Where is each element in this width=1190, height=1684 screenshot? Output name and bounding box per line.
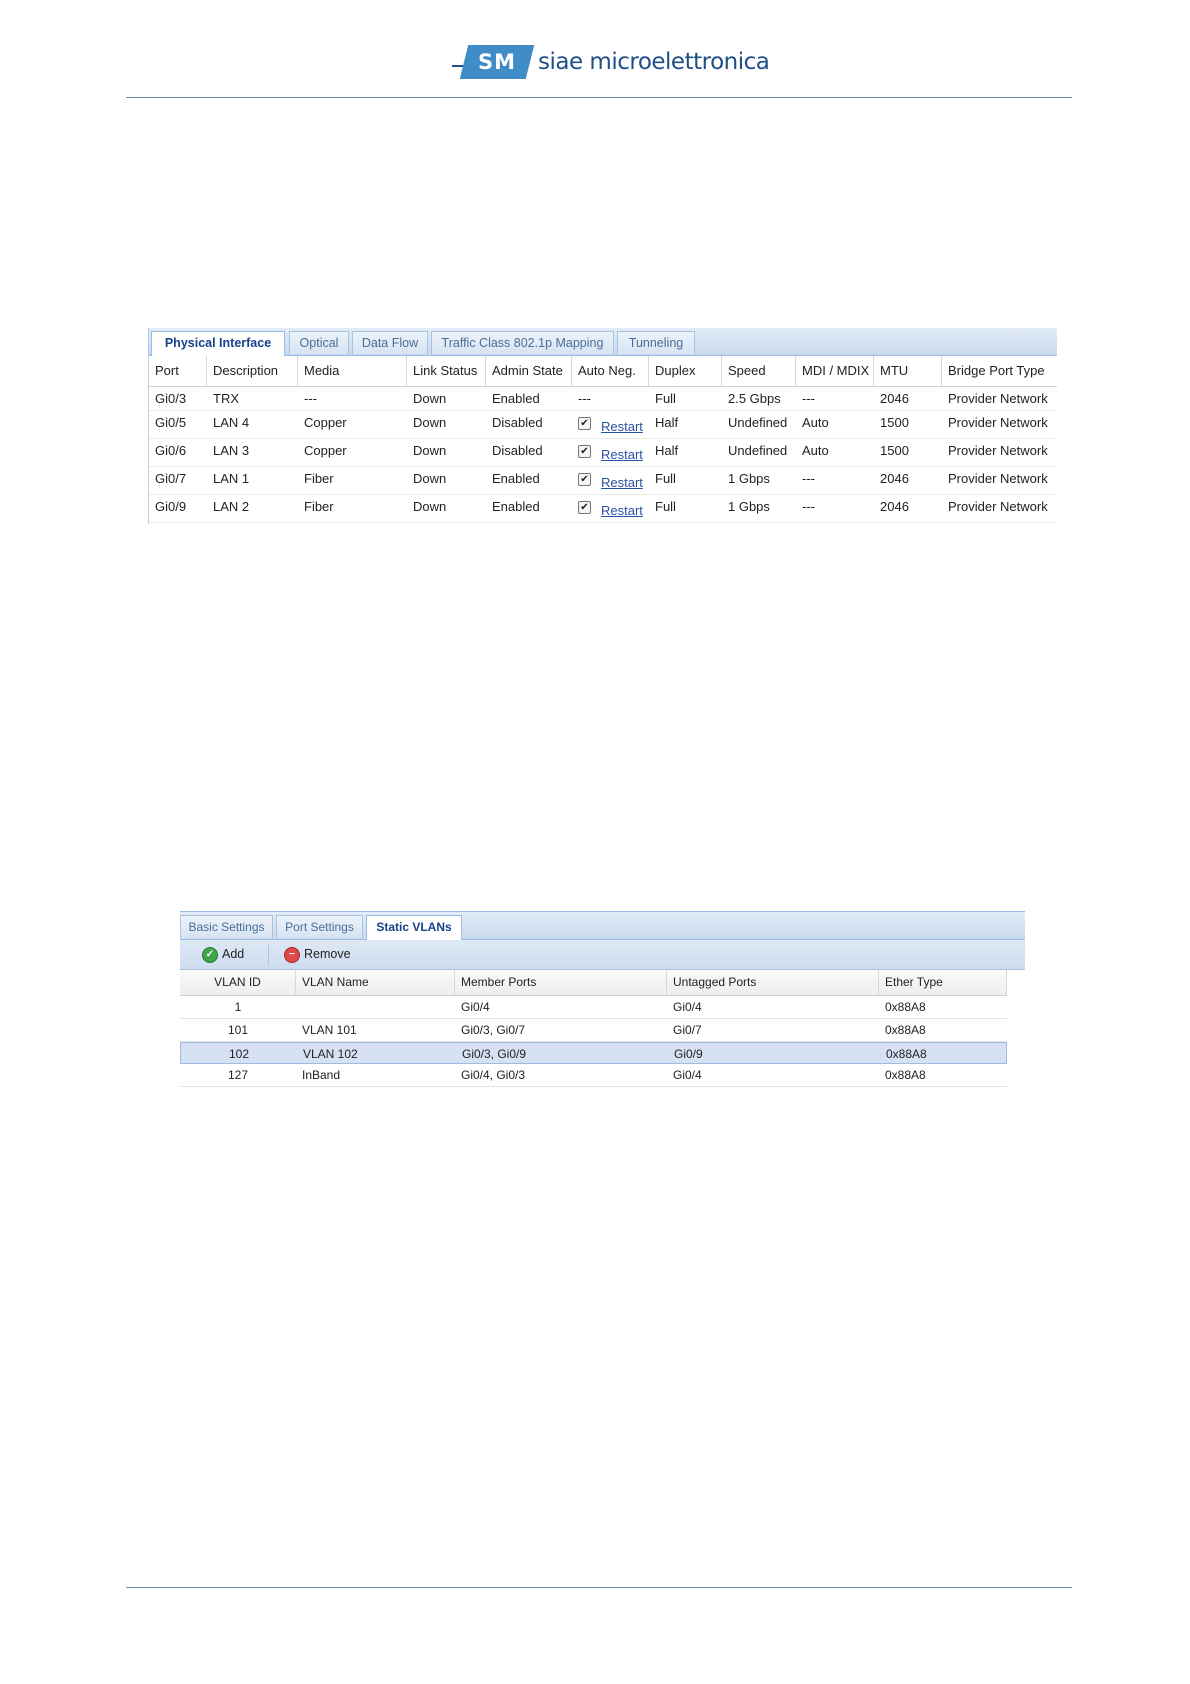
col-header-port[interactable]: Port — [149, 356, 207, 386]
untagged-ports-cell: Gi0/7 — [673, 1023, 702, 1037]
col-header-speed[interactable]: Speed — [722, 356, 796, 386]
mdi-cell: --- — [802, 471, 815, 486]
logo-wordmark: siae microelettronica — [538, 49, 770, 75]
vlan-toolbar — [180, 940, 1025, 970]
col-header-media[interactable]: Media — [298, 356, 407, 386]
untagged-ports-cell: Gi0/4 — [673, 1068, 702, 1082]
col-header-link-status[interactable]: Link Status — [407, 356, 486, 386]
bridge-port-type-cell: Provider Network — [948, 499, 1048, 514]
vlan-id-cell: 101 — [227, 1023, 249, 1037]
vlan-id-cell: 127 — [227, 1068, 249, 1082]
header-divider — [126, 97, 1072, 98]
bridge-port-type-cell: Provider Network — [948, 471, 1048, 486]
col-header-duplex[interactable]: Duplex — [649, 356, 722, 386]
member-ports-cell: Gi0/3, Gi0/7 — [461, 1023, 526, 1037]
media-cell: Fiber — [304, 471, 334, 486]
mtu-cell: 2046 — [880, 471, 909, 486]
description-cell: LAN 3 — [213, 443, 250, 458]
media-cell: Copper — [304, 443, 347, 458]
admin-state-cell: Enabled — [492, 391, 540, 406]
link-status-cell: Down — [413, 391, 447, 406]
member-ports-cell: Gi0/4 — [461, 1000, 490, 1014]
col-header-member-ports[interactable]: Member Ports — [455, 970, 667, 995]
auto-neg-checkbox[interactable]: ✔ — [578, 473, 591, 486]
admin-state-cell: Disabled — [492, 415, 543, 430]
mtu-cell: 1500 — [880, 415, 909, 430]
vlan-row[interactable] — [180, 996, 1007, 1019]
ether-type-cell: 0x88A8 — [885, 1068, 926, 1082]
port-cell: Gi0/6 — [155, 443, 187, 458]
auto-neg-cell — [572, 495, 643, 518]
bridge-port-type-cell: Provider Network — [948, 391, 1048, 406]
col-header-ether-type[interactable]: Ether Type — [879, 970, 1007, 995]
media-cell: --- — [304, 391, 317, 406]
mdi-cell: Auto — [802, 415, 829, 430]
description-cell: TRX — [213, 391, 239, 406]
admin-state-cell: Disabled — [492, 443, 543, 458]
duplex-cell: Half — [655, 443, 679, 458]
auto-neg-checkbox[interactable]: ✔ — [578, 501, 591, 514]
interface-grid-header — [149, 356, 1057, 387]
restart-link[interactable]: Restart — [601, 503, 643, 518]
vlan-row[interactable] — [180, 1064, 1007, 1087]
vlan-row[interactable] — [180, 1019, 1007, 1042]
interface-row[interactable] — [149, 387, 1057, 411]
add-button[interactable] — [202, 940, 244, 969]
auto-neg-cell — [572, 439, 643, 462]
mtu-cell: 2046 — [880, 499, 909, 514]
description-cell: LAN 4 — [213, 415, 250, 430]
vlan-id-cell: 1 — [234, 1000, 242, 1014]
add-icon: ✓ — [202, 947, 218, 963]
speed-cell: 1 Gbps — [728, 499, 770, 514]
mtu-cell: 1500 — [880, 443, 909, 458]
admin-state-cell: Enabled — [492, 499, 540, 514]
link-status-cell: Down — [413, 443, 447, 458]
sm-logo-mark: SM — [452, 43, 532, 81]
port-cell: Gi0/3 — [155, 391, 187, 406]
link-status-cell: Down — [413, 499, 447, 514]
mdi-cell: --- — [802, 499, 815, 514]
tab-port-settings[interactable]: Port Settings — [276, 915, 363, 938]
remove-icon: − — [284, 947, 300, 963]
col-header-auto-neg[interactable]: Auto Neg. — [572, 356, 649, 386]
tab-data-flow[interactable]: Data Flow — [352, 331, 428, 354]
untagged-ports-cell: Gi0/9 — [674, 1047, 703, 1061]
remove-label: Remove — [304, 947, 351, 961]
description-cell: LAN 1 — [213, 471, 250, 486]
restart-link[interactable]: Restart — [601, 447, 643, 462]
interface-row[interactable] — [149, 495, 1057, 523]
member-ports-cell: Gi0/3, Gi0/9 — [462, 1047, 527, 1061]
ether-type-cell: 0x88A8 — [886, 1047, 927, 1061]
tab-traffic-class-mapping[interactable]: Traffic Class 802.1p Mapping — [431, 331, 614, 354]
link-status-cell: Down — [413, 415, 447, 430]
description-cell: LAN 2 — [213, 499, 250, 514]
auto-neg-cell: --- — [578, 391, 591, 406]
media-cell: Fiber — [304, 499, 334, 514]
auto-neg-checkbox[interactable]: ✔ — [578, 445, 591, 458]
port-cell: Gi0/5 — [155, 415, 187, 430]
vlan-row-selected[interactable] — [180, 1042, 1007, 1064]
interface-grid — [149, 356, 1057, 523]
tab-physical-interface[interactable]: Physical Interface — [151, 331, 285, 356]
ether-type-cell: 0x88A8 — [885, 1000, 926, 1014]
auto-neg-cell — [572, 467, 643, 490]
media-cell: Copper — [304, 415, 347, 430]
interface-row[interactable] — [149, 411, 1057, 439]
col-header-description[interactable]: Description — [207, 356, 298, 386]
static-vlans-panel — [180, 911, 1025, 1081]
vlan-name-cell: InBand — [302, 1068, 341, 1082]
duplex-cell: Half — [655, 415, 679, 430]
col-header-mdi-mdix[interactable]: MDI / MDIX — [796, 356, 874, 386]
col-header-vlan-id[interactable]: VLAN ID — [180, 970, 296, 995]
link-status-cell: Down — [413, 471, 447, 486]
untagged-ports-cell: Gi0/4 — [673, 1000, 702, 1014]
footer-divider — [126, 1587, 1072, 1588]
interface-row[interactable] — [149, 439, 1057, 467]
col-header-vlan-name[interactable]: VLAN Name — [296, 970, 455, 995]
ether-type-cell: 0x88A8 — [885, 1023, 926, 1037]
auto-neg-cell — [572, 411, 643, 434]
company-logo — [452, 42, 769, 82]
speed-cell: Undefined — [728, 443, 788, 458]
vlan-tab-bar — [180, 911, 1025, 940]
physical-interface-panel — [148, 328, 1057, 524]
tab-basic-settings[interactable]: Basic Settings — [180, 915, 273, 938]
member-ports-cell: Gi0/4, Gi0/3 — [461, 1068, 526, 1082]
tab-optical[interactable]: Optical — [289, 331, 349, 354]
col-header-mtu[interactable]: MTU — [874, 356, 942, 386]
toolbar-separator — [268, 945, 269, 964]
mtu-cell: 2046 — [880, 391, 909, 406]
duplex-cell: Full — [655, 471, 676, 486]
duplex-cell: Full — [655, 499, 676, 514]
vlan-name-cell: VLAN 101 — [302, 1023, 357, 1037]
port-cell: Gi0/9 — [155, 499, 187, 514]
restart-link[interactable]: Restart — [601, 475, 643, 490]
speed-cell: Undefined — [728, 415, 788, 430]
tab-static-vlans[interactable]: Static VLANs — [366, 915, 462, 940]
port-cell: Gi0/7 — [155, 471, 187, 486]
vlan-name-cell: VLAN 102 — [303, 1047, 358, 1061]
bridge-port-type-cell: Provider Network — [948, 415, 1048, 430]
remove-button[interactable] — [284, 940, 351, 969]
col-header-admin-state[interactable]: Admin State — [486, 356, 572, 386]
mdi-cell: Auto — [802, 443, 829, 458]
speed-cell: 2.5 Gbps — [728, 391, 781, 406]
mdi-cell: --- — [802, 391, 815, 406]
interface-tab-bar — [149, 328, 1057, 356]
tab-tunneling[interactable]: Tunneling — [617, 331, 695, 354]
auto-neg-checkbox[interactable]: ✔ — [578, 417, 591, 430]
admin-state-cell: Enabled — [492, 471, 540, 486]
restart-link[interactable]: Restart — [601, 419, 643, 434]
interface-row[interactable] — [149, 467, 1057, 495]
add-label: Add — [222, 947, 245, 961]
col-header-untagged-ports[interactable]: Untagged Ports — [667, 970, 879, 995]
vlan-grid-header — [180, 970, 1007, 996]
duplex-cell: Full — [655, 391, 676, 406]
vlan-id-cell: 102 — [228, 1047, 250, 1061]
bridge-port-type-cell: Provider Network — [948, 443, 1048, 458]
speed-cell: 1 Gbps — [728, 471, 770, 486]
col-header-bridge-port-type[interactable]: Bridge Port Type — [948, 363, 1045, 378]
